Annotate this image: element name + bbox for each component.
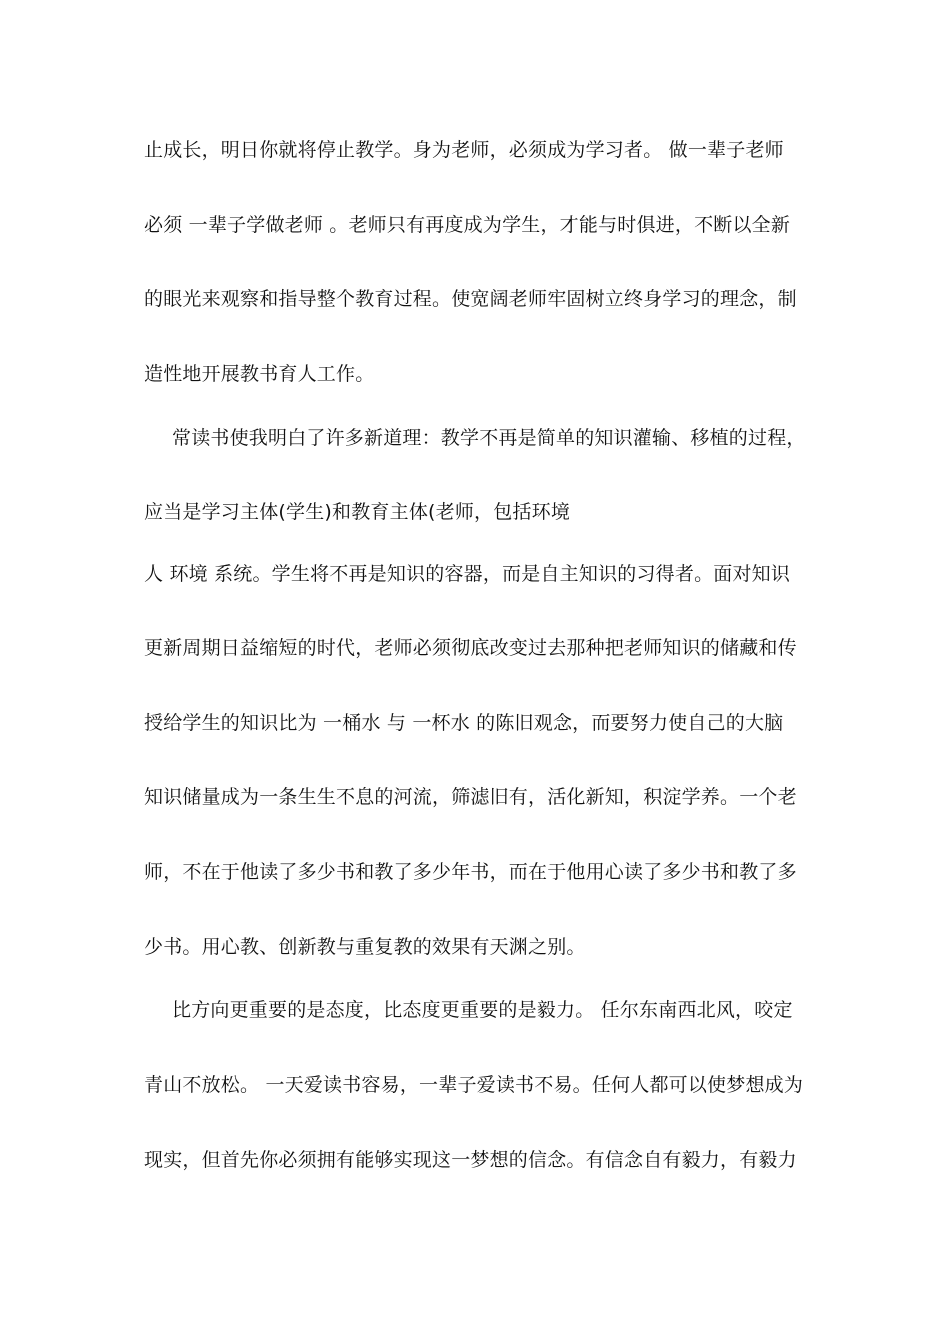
text-line: 青山不放松。 一天爱读书容易，一辈子爱读书不易。任何人都可以使梦想成为 <box>144 1074 804 1096</box>
paragraph-first-line: 常读书使我明白了许多新道理：教学不再是简单的知识灌输、移植的过程， <box>172 427 806 449</box>
text-line: 止成长，明日你就将停止教学。身为老师，必须成为学习者。 做一辈子老师 <box>144 139 784 161</box>
text-line: 更新周期日益缩短的时代，老师必须彻底改变过去那种把老师知识的储藏和传 <box>144 637 797 659</box>
text-line: 授给学生的知识比为 一桶水 与 一杯水 的陈旧观念，而要努力使自己的大脑 <box>144 712 784 734</box>
text-line: 现实，但首先你必须拥有能够实现这一梦想的信念。有信念自有毅力，有毅力 <box>144 1149 797 1171</box>
text-line: 少书。用心教、创新教与重复教的效果有天渊之别。 <box>144 936 586 958</box>
text-line: 造性地开展教书育人工作。 <box>144 363 375 385</box>
paragraph-first-line: 比方向更重要的是态度，比态度更重要的是毅力。 任尔东南西北风，咬定 <box>172 999 793 1021</box>
text-line: 师，不在于他读了多少书和教了多少年书，而在于他用心读了多少书和教了多 <box>144 861 797 883</box>
text-line: 知识储量成为一条生生不息的河流，筛滤旧有，活化新知，积淀学养。一个老 <box>144 786 797 808</box>
text-line: 必须 一辈子学做老师 。老师只有再度成为学生，才能与时俱进，不断以全新 <box>144 214 791 236</box>
text-line: 应当是学习主体(学生)和教育主体(老师，包括环境 <box>144 501 571 523</box>
text-line: 的眼光来观察和指导整个教育过程。使宽阔老师牢固树立终身学习的理念，制 <box>144 288 797 310</box>
text-line: 人 环境 系统。学生将不再是知识的容器，而是自主知识的习得者。面对知识 <box>144 563 791 585</box>
